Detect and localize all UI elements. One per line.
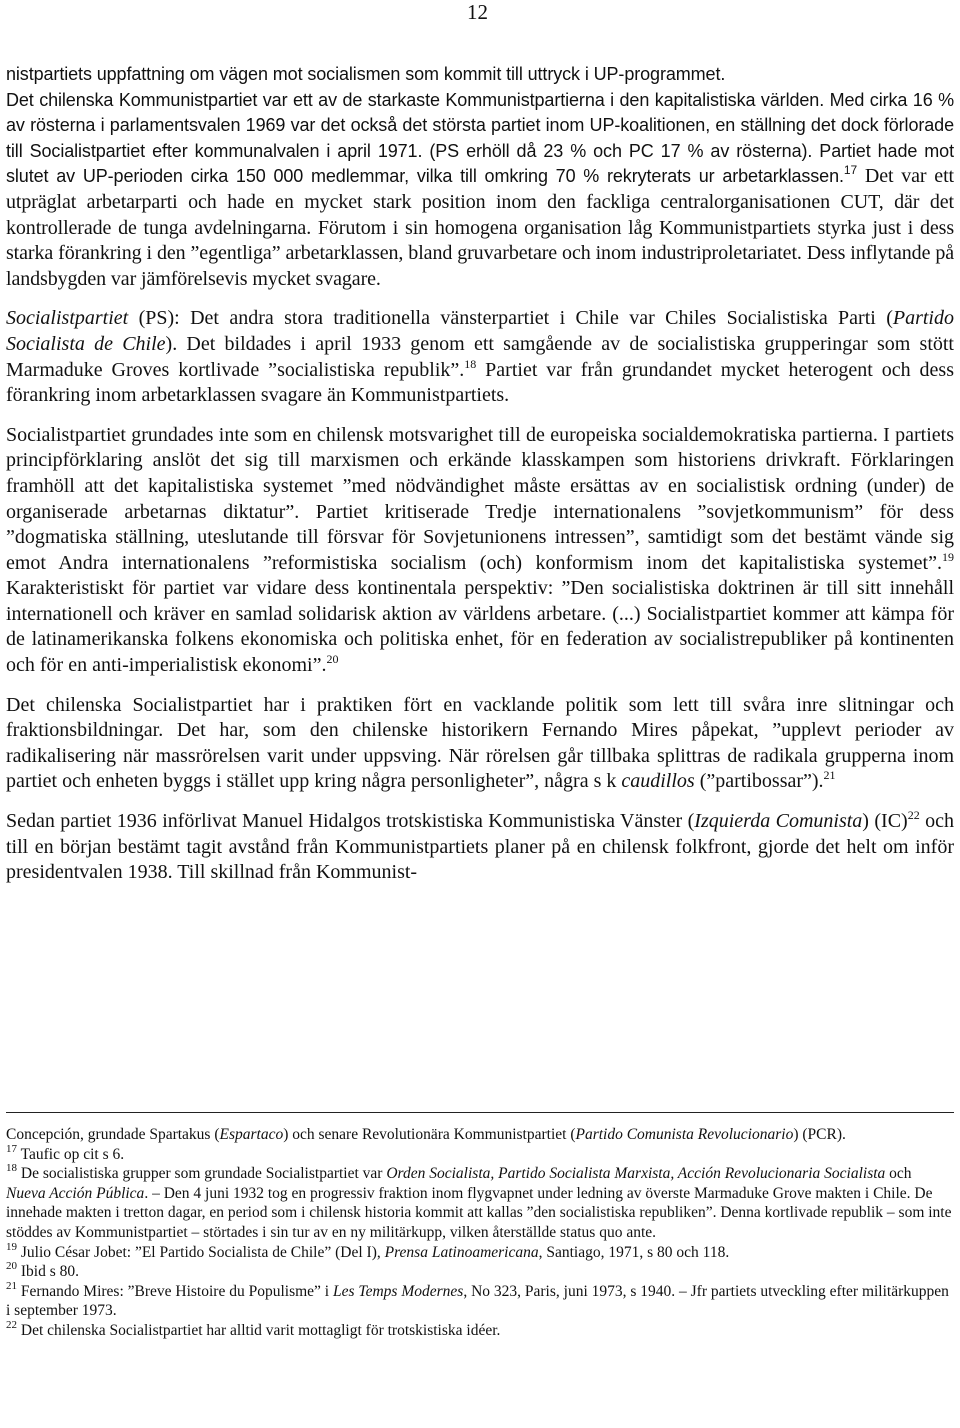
paragraph-principles: Socialistpartiet grundades inte som en chilensk motsvarighet till de europeiska socialdemokratiska partierna. I partiets principförklaring anslöt det sig till marxismen och erkände klasskampen som historiens drivkraft. Förklaringen framhöll att det kapitalistiska systemet ”med nödvändighet måste ersättas av en socialistisk ordning (under) de organiserade arbetarnas diktatur”. Partiet kritiserade Tredje internationalens ”sovjetkommunism” för dess ”dogmatiska ställning, uteslutande till försvar för Sovjetunionens intressen”, samtidigt som det bestämt vände sig emot Andra internationalens ”reformistiska socialism (och) konformism inom det kapitalistiska systemet”.$^{19}$ Karakteristiskt för partiet var vidare dess kontinentala perspektiv: ”Den socialistiska doktrinen är till sitt innehåll internationell och kräver en samlad solidarisk aktion av världens arbetare. (...) Socialistpartiet kommer att kämpa för de latinamerikanska folkens ekonomiska och politiska enhet, för en federation av socialistrepubliker på kontinenten och för en anti-imperialistisk ekonomi”.$^{20}$: [6, 423, 954, 677]
paragraph-socialist-party: Socialistpartiet (PS): Det andra stora traditionella vänsterpartiet i Chile var Chiles Socialistiska Parti (Partido Socialista de Chile). Det bildades i april 1933 genom ett samgående av de socialistiska grupperingar som stött Marmaduke Groves kortlivade ”socialistiska republik”.$^{18}$ Partiet var från grundandet mycket heterogent och dess förankring inom arbetarklassen svagare än Kommunistpartiets.: [6, 307, 954, 407]
footnotes: [6, 1112, 954, 1341]
footnote-ref-19[interactable]: 19: [942, 549, 954, 564]
body-text: [6, 62, 954, 900]
footnote-ref-21[interactable]: 21: [823, 768, 836, 783]
paragraph-popular-front: Sedan partiet 1936 införlivat Manuel Hidalgos trotskistiska Kommunistiska Vänster (Izquierda Comunista) (IC)$^{22}$ och till en början bestämt tagit avstånd från Kommunistpartiets planer på en chilensk folkfront, gjorde det helt om inför presidentvalen 1938. Till skillnad från Kommunist-: [6, 808, 954, 884]
footnote-20: $^{20}$ Ibid s 80.: [6, 1260, 79, 1281]
paragraph-continuation: nistpartiets uppfattning om vägen mot socialismen som kommit till uttryck i UP-programmet.: [6, 64, 726, 84]
footnote-19: $^{19}$ Julio César Jobet: ”El Partido Socialista de Chile” (Del I), Prensa Latinoamericana, Santiago, 1971, s 80 och 118.: [6, 1240, 730, 1261]
document-page: [6, 0, 954, 1428]
footnote-ref-18[interactable]: 18: [464, 356, 477, 371]
term-socialistpartiet: Socialistpartiet: [6, 307, 129, 330]
footnote-ref-22[interactable]: 22: [907, 808, 920, 823]
footnote-17: $^{17}$ Taufic op cit s 6.: [6, 1142, 125, 1163]
footnote-18: $^{18}$ De socialistiska grupper som grundade Socialistpartiet var Orden Socialista, Partido Socialista Marxista, Acción Revolucionaria Socialista och Nueva Acción Pública. – Den 4 juni 1932 tog en progressiv fraktion inom flygvapnet under ledning av överste Marmaduke Grove makten i Chile. De innehade makten i tretton dagar, en period som i chilensk historia kommit att kallas ”den socialistiska republiken”. Denna kortlivade republik – som inte stöddes av Kommunistpartiet – störtades i sin tur av en ny militärkupp, vilken återställde status quo ante.: [6, 1162, 952, 1241]
footnote-ref-20[interactable]: 20: [326, 652, 339, 667]
footnote-continuation: Concepción, grundade Spartakus (Espartaco) och senare Revolutionära Kommunistpartiet (Partido Comunista Revolucionario) (PCR).: [6, 1126, 846, 1143]
footnote-22: $^{22}$ Det chilenska Socialistpartiet har alltid varit mottagligt för trotskistiska idéer.: [6, 1318, 501, 1339]
paragraph-factions: Det chilenska Socialistpartiet har i praktiken fört en vacklande politik som lett till svåra inre slitningar och fraktionsbildningar. Det har, som den chilenske historikern Fernando Mires påpekat, ”upplevt perioder av radikalisering när massrörelsen varit under uppsving. När rörelsen går tillbaka splittras de radikala grupperna inom partiet och enheten byggs i stället upp kring några personligheter”, några s k caudillos (”partibossar”).$^{21}$: [6, 693, 954, 793]
footnote-21: $^{21}$ Fernando Mires: ”Breve Histoire du Populisme” i Les Temps Modernes, No 323, Paris, juni 1973, s 1940. – Jfr partiets utveckling efter militärkuppen i september 1973.: [6, 1279, 949, 1320]
footnote-ref-17[interactable]: 17: [843, 163, 858, 178]
paragraph-communist-party: Det chilenska Kommunistpartiet var ett av de starkaste Kommunistpartierna i den kapitalistiska världen. Med cirka 16 % av rösterna i parlamentsvalen 1969 var det också det största partiet inom UP-koalitionen, en ställning det dock förlorade till Socialistpartiet efter kommunalvalen i april 1971. (PS erhöll då 23 % och PC 17 % av rösterna). Partiet hade mot slutet av UP-perioden cirka 150 000 medlemmar, vilka till omkring 70 % rekryterats ur arbetarklassen.$^{17}$ Det var ett utpräglat arbetarparti och hade en mycket stark position inom den fackliga centralorganisationen CUT, där det kontrollerade de tunga avdelningarna. Förutom i sin homogena organisation låg Kommunistpartiets styrka just i dess starka förankring i den ”egentliga” arbetarklassen, bland gruvarbetare och inom industriproletariatet. Dess inflytande på landsbygden var jämförelsevis mycket svagare.: [6, 89, 954, 290]
page-number: 12: [467, 0, 488, 24]
